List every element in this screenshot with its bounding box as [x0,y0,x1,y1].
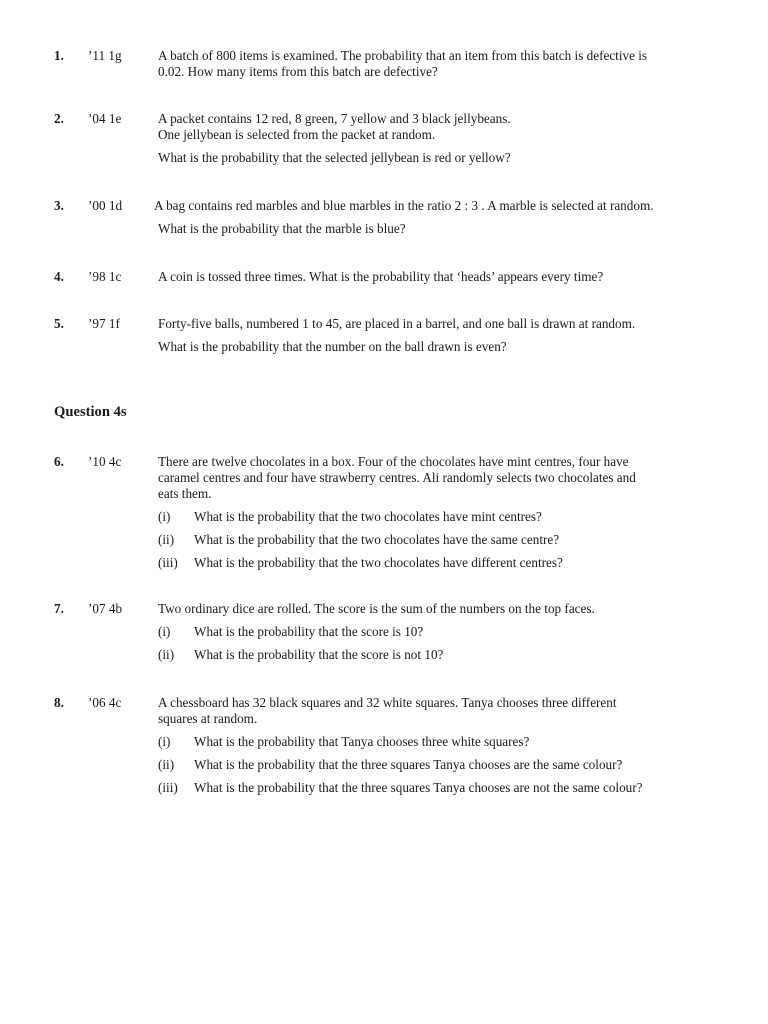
question-reference: ’06 4c [88,695,122,710]
question-reference: ’11 1g [88,48,122,63]
question-reference: ’98 1c [88,269,122,284]
question-line: Forty-five balls, numbered 1 to 45, are placed in a barrel, and one ball is drawn at random. [158,316,636,331]
question-text [158,48,728,80]
part-label: (ii) [158,647,175,662]
question-text [158,269,728,285]
part-text: What is the probability that the three squares Tanya chooses are not the same colour? [194,780,643,795]
part-label: (ii) [158,757,175,772]
question-number: 3. [54,198,64,213]
question-reference: ’00 1d [88,198,123,213]
question-line: What is the probability that the number on the ball drawn is even? [158,339,507,354]
question-line: What is the probability that the selected jellybean is red or yellow? [158,150,511,165]
part-text: What is the probability that the two chocolates have the same centre? [194,532,560,547]
question-number: 5. [54,316,64,331]
question-text [158,454,728,571]
question-reference: ’97 1f [88,316,120,331]
part-text: What is the probability that the score is not 10? [194,647,444,662]
question-number: 4. [54,269,64,284]
question-number: 1. [54,48,64,63]
part-label: (i) [158,624,171,639]
question-part [158,624,728,640]
question-line: A bag contains red marbles and blue marbles in the ratio 2 : 3 . A marble is selected at random. [154,198,654,213]
question-number: 2. [54,111,64,126]
part-label: (i) [158,734,171,749]
part-label: (ii) [158,532,175,547]
question-line: eats them. [158,486,212,501]
question-line: A packet contains 12 red, 8 green, 7 yellow and 3 black jellybeans. [158,111,511,126]
question-part [158,647,728,663]
question-part [158,757,728,773]
part-text: What is the probability that Tanya chooses three white squares? [194,734,530,749]
question-text [158,111,728,166]
question-line: 0.02. How many items from this batch are defective? [158,64,438,79]
question-part [158,780,728,796]
question-number: 7. [54,601,64,616]
part-text: What is the probability that the three squares Tanya chooses are the same colour? [194,757,623,772]
question-part [158,532,728,548]
question-part [158,734,728,750]
question-line: One jellybean is selected from the packet at random. [158,127,436,142]
question-line: What is the probability that the marble is blue? [158,221,406,236]
question-text [158,316,728,355]
part-label: (i) [158,509,171,524]
part-text: What is the probability that the score is 10? [194,624,424,639]
question-reference: ’10 4c [88,454,122,469]
question-line: caramel centres and four have strawberry centres. Ali randomly selects two chocolates and [158,470,636,485]
section-heading: Question 4s [54,404,127,420]
part-text: What is the probability that the two chocolates have different centres? [194,555,563,570]
question-part [158,509,728,525]
question-number: 8. [54,695,64,710]
question-number: 6. [54,454,64,469]
part-text: What is the probability that the two chocolates have mint centres? [194,509,542,524]
question-part [158,555,728,571]
question-line: A chessboard has 32 black squares and 32 white squares. Tanya chooses three different [158,695,617,710]
question-line: A coin is tossed three times. What is the probability that ‘heads’ appears every time? [158,269,604,284]
question-line: A batch of 800 items is examined. The probability that an item from this batch is defective is [158,48,648,63]
question-line: Two ordinary dice are rolled. The score is the sum of the numbers on the top faces. [158,601,595,616]
question-line: squares at random. [158,711,258,726]
question-text [154,198,728,237]
question-text [158,695,728,796]
question-text [158,601,728,663]
part-label: (iii) [158,780,178,795]
part-label: (iii) [158,555,178,570]
question-reference: ’07 4b [88,601,123,616]
question-reference: ’04 1e [88,111,122,126]
question-line: There are twelve chocolates in a box. Four of the chocolates have mint centres, four have [158,454,629,469]
